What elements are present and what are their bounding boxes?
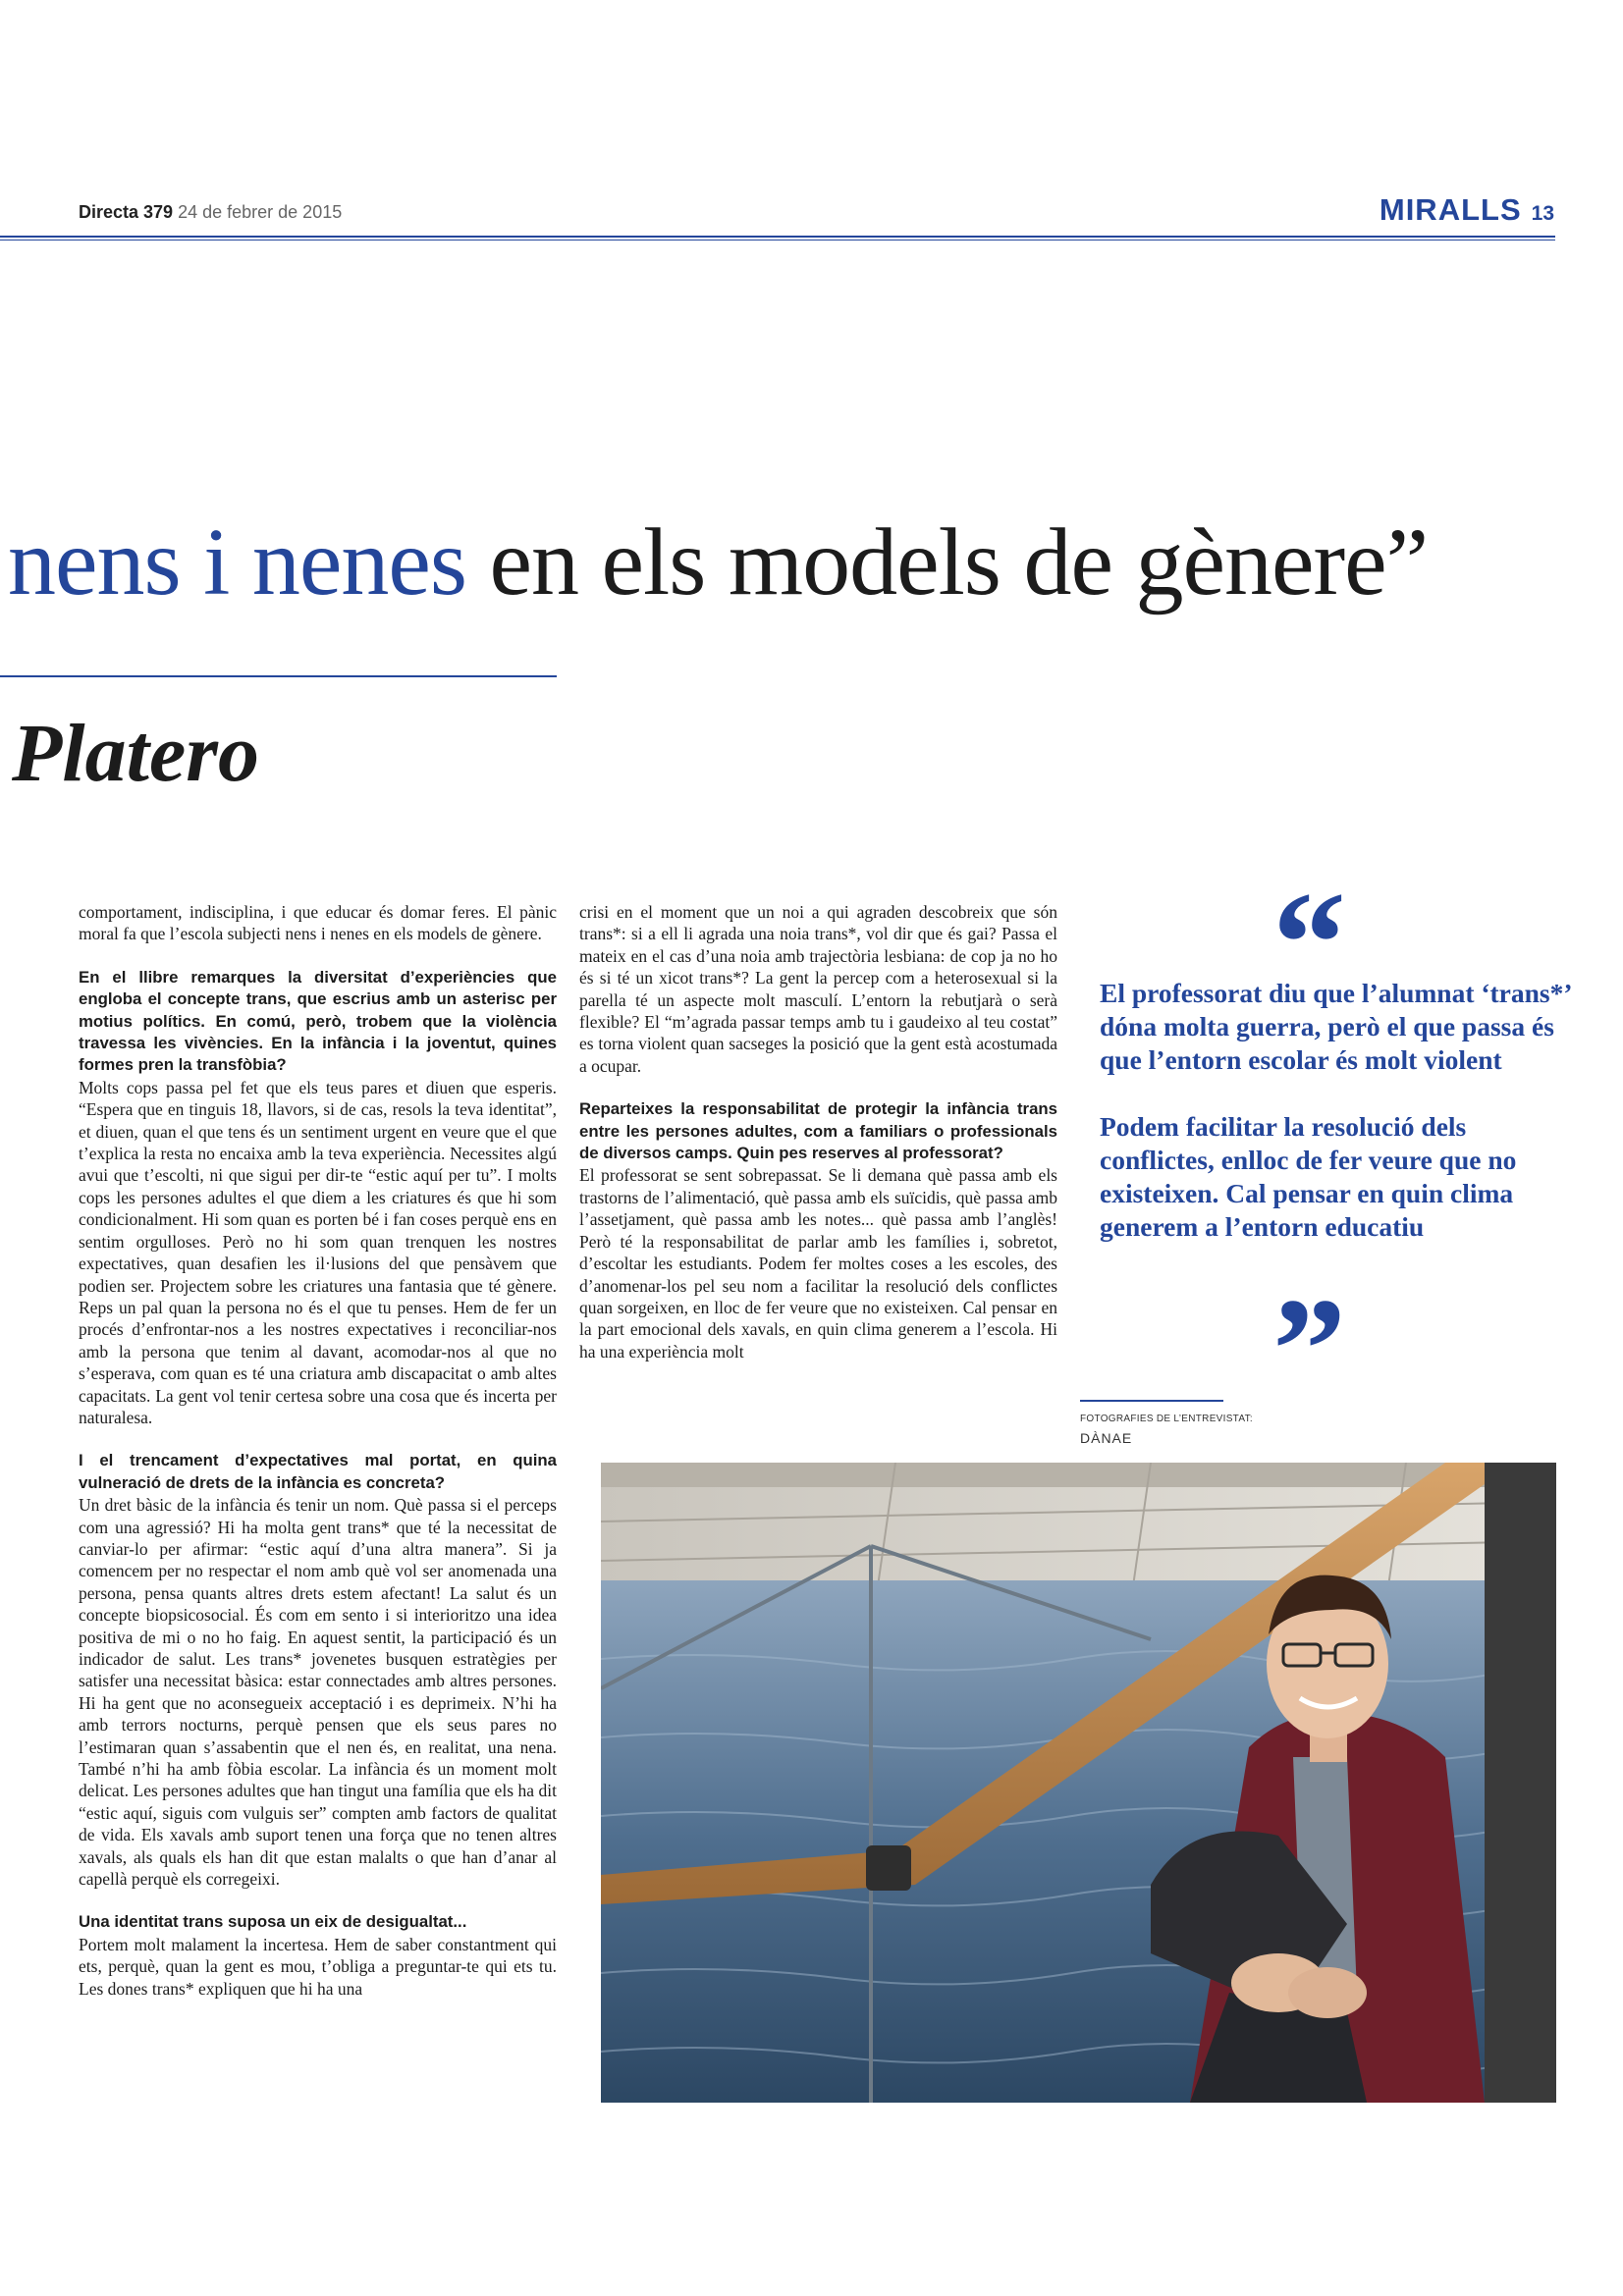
close-quote-mark: ” bbox=[1272, 1268, 1346, 1431]
paragraph: comportament, indisciplina, i que educar és domar feres. El pànic moral fa que l’escola subjecti nens i nenes en els models de gènere. bbox=[79, 902, 557, 944]
question: En el llibre remarques la diversitat d’experiències que engloba el concepte trans, que escrius amb un asterisc per motius polítics. En comú, però, trobem que la violència travessa les vivències. En la infància i la joventut, quines formes pren la transfòbia? bbox=[79, 967, 557, 1075]
interview-photo bbox=[601, 1463, 1556, 2103]
section-name: MIRALLS bbox=[1379, 192, 1522, 227]
headline-rest: en els models de gènere” bbox=[466, 509, 1429, 615]
answer: El professorat se sent sobrepassat. Se li demana què passa amb els trastorns de l’alimentació, què passa amb els suïcidis, què passa amb l’assetjament, què passa amb les notes... què passa amb l’anglès! Però té la responsabilitat de parlar amb les famílies i, sobretot, d’escoltar les estudiants. Podem fer moltes coses a les escoles, des d’anomenar-los pel seu nom a facilitar la resolució dels conflictes quan sorgeixen, en lloc de fer veure que no existeixen. Cal pensar en la part emocional dels xavals, en quin clima generem a l’escola. Hi ha una experiència molt bbox=[579, 1165, 1057, 1362]
publication-date: 24 de febrer de 2015 bbox=[178, 202, 343, 222]
question: Reparteixes la responsabilitat de protegir la infància trans entre les persones adultes, com a familiars o professionals de diversos camps. Quin pes reserves al professorat? bbox=[579, 1099, 1057, 1163]
paragraph: crisi en el moment que un noi a qui agraden descobreix que són trans*: si a ell li agrada una noia trans*, vol dir que és gai? Passa el mateix en el cas d’una noia amb trajectòria lesbiana: de cop ja no ho és si té un xicot trans*? La gent la percep com a heterosexual si la parella té un aspecte molt masculí. L’entorn la rebutjarà o serà flexible? El “m’agrada passar temps amb tu i gaudeixo al teu costat” es torna violent quan sacseges la posició que la gent està acostumada a ocupar. bbox=[579, 902, 1057, 1076]
column-2 bbox=[579, 901, 1057, 1384]
answer: Portem molt malament la incertesa. Hem de saber constantment qui ets, perquè, quan la gent es mou, t’obliga a preguntar-te qui ets tu. Les dones trans* expliquen que hi ha una bbox=[79, 1934, 557, 1999]
pull-quote-text: Podem facilitar la resolució dels conflictes, enlloc de fer veure que no existeixen. Cal pensar en quin clima generem a l’entorn educatiu bbox=[1100, 1111, 1517, 1242]
question: I el trencament d’expectatives mal portat, en quina vulneració de drets de la infància es concreta? bbox=[79, 1451, 557, 1492]
pull-quote bbox=[1100, 977, 1571, 1277]
column-1 bbox=[79, 901, 557, 2021]
answer: Molts cops passa pel fet que els teus pares et diuen que esperis. “Espera que en tinguis 18, llavors, si de cas, resols la teva identitat”, et diuen, quan el que tens és un sentiment urgent en veure que el que t’explica la resta no encaixa amb la teva experiència. Necessites algú avui que t’escolti, ni que sigui per dir-te “estic aquí per tu”. I molts cops les persones adultes el que diem a les criatures és que hi som condicionalment. Hi som quan es porten bé i fan coses perquè ens en sentim orgulloses. Però no hi som quan trenquen les nostres expectatives, quan desafien les il·lusions del que pensàvem que podien ser. Projectem sobre les criatures una fantasia que té gènere. Reps un pal quan la persona no és el que tu penses. Hem de fer un procés d’enfrontar-nos a les nostres expectatives i reconciliar-nos amb la persona que tenim al davant, acomodar-nos al que no s’esperava, com quan es té una criatura amb discapacitat o amb altes capacitats. La gent vol tenir certesa sobre una cosa que és incerta per naturalesa. bbox=[79, 1077, 557, 1427]
question: Una identitat trans suposa un eix de desigualtat... bbox=[79, 1912, 467, 1932]
headline-highlight: nens i nenes bbox=[8, 509, 466, 615]
photo-credit-name: DÀNAE bbox=[1080, 1430, 1133, 1446]
headline bbox=[8, 508, 1428, 616]
open-quote-mark: “ bbox=[1272, 862, 1346, 1025]
section-header bbox=[1380, 192, 1554, 228]
publication-name: Directa 379 bbox=[79, 202, 174, 222]
credit-rule bbox=[1080, 1400, 1223, 1402]
title-rule bbox=[0, 675, 557, 677]
interviewee-name: Platero bbox=[12, 708, 259, 799]
publication-info bbox=[79, 202, 342, 223]
header-rule bbox=[0, 236, 1555, 240]
answer: Un dret bàsic de la infància és tenir un nom. Què passa si el perceps com una agressió? Hi ha molta gent trans* que té la necessitat de canviar-lo per afirmar: “estic aquí d’una altra manera”. Si ja comencem per no respectar el nom amb què vol ser anomenada una persona, pensa quants altres drets estem afectant! La salut és un concepte biopsicosocial. És com em sento i si interioritzo una idea positiva de mi o no ho faig. En aquest sentit, la participació és un indicador de salut. Les trans* jovenetes busquen estratègies per satisfer una necessitat bàsica: estar connectades amb altres persones. Hi ha gent que no aconsegueix acceptació i es deprimeix. N’hi ha amb terrors nocturns, perquè pensen que els seus pares no l’estimaran quan s’assabentin que el nen és, en realitat, una nena. També n’hi ha amb fòbia escolar. La infància és un moment molt delicat. Les persones adultes que han tingut una família que els ha dit “estic aquí, siguis com vulguis ser” compten amb factors de qualitat de vida. Els xavals amb suport tenen una força que no tenen altres xavals, als quals els han dit que estan malalts o que han d’anar al capellà perquè els corregeixi. bbox=[79, 1495, 557, 1890]
photo-credit-label: FOTOGRAFIES DE L’ENTREVISTAT: bbox=[1080, 1414, 1253, 1424]
pull-quote-text: El professorat diu que l’alumnat ‘trans*’ dóna molta guerra, però el que passa és que l’entorn escolar és molt violent bbox=[1100, 978, 1571, 1075]
page-number: 13 bbox=[1531, 202, 1554, 225]
